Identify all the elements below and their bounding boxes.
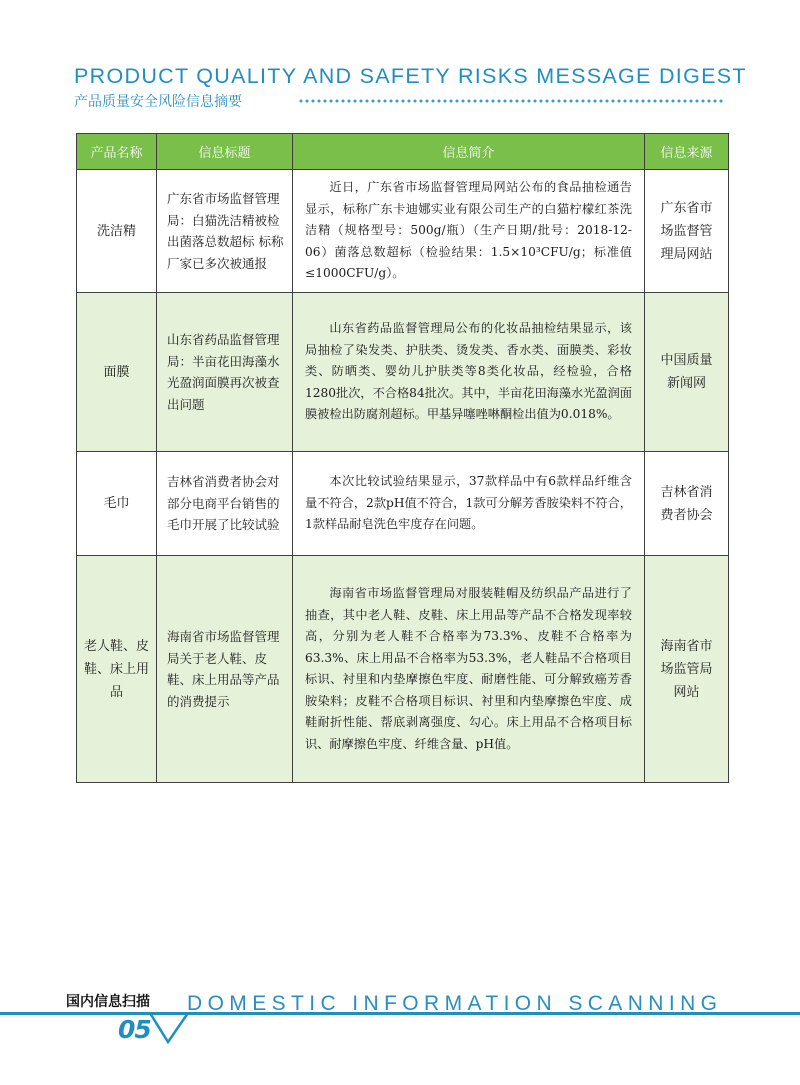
cell-product-name: 面膜 <box>77 293 157 452</box>
footer-section-en: DOMESTIC INFORMATION SCANNING <box>187 992 723 1015</box>
column-header-title: 信息标题 <box>157 134 293 170</box>
cell-info-title: 海南省市场监督管理局关于老人鞋、皮鞋、床上用品等产品的消费提示 <box>157 556 293 783</box>
header-title-cn: 产品质量安全风险信息摘要 <box>74 94 242 110</box>
table-row <box>77 556 729 783</box>
column-header-source: 信息来源 <box>645 134 729 170</box>
table-row <box>77 170 729 293</box>
footer-section-cn: 国内信息扫描 <box>66 994 150 1010</box>
cell-product-name: 洗洁精 <box>77 170 157 293</box>
table-header-row <box>77 134 729 170</box>
header-title-en: PRODUCT QUALITY AND SAFETY RISKS MESSAGE DIGEST <box>74 64 747 88</box>
cell-info-summary: 海南省市场监督管理局对服装鞋帽及纺织品产品进行了抽查，其中老人鞋、皮鞋、床上用品等产品不合格发现率较高，分别为老人鞋不合格率为73.3%、皮鞋不合格率为63.3%、床上用品不合格率为53.3%，老人鞋品不合格项目标识、衬里和内垫摩擦色牢度、耐磨性能、可分解致癌芳香胺染料；皮鞋不合格项目标识、衬里和内垫摩擦色牢度、成鞋耐折性能、帮底剥离强度、勾心。床上用品不合格项目标识、耐摩擦色牢度、纤维含量、pH值。 <box>293 556 645 783</box>
table-row <box>77 452 729 556</box>
cell-info-summary: 近日，广东省市场监督管理局网站公布的食品抽检通告显示，标称广东卡迪娜实业有限公司生产的白猫柠檬红茶洗洁精（规格型号：500g/瓶）（生产日期/批号：2018-12-06）菌落总数超标（检验结果：1.5×10³CFU/g；标准值≤1000CFU/g）。 <box>293 170 645 293</box>
column-header-summary: 信息简介 <box>293 134 645 170</box>
cell-info-title: 山东省药品监督管理局：半亩花田海藻水光盈润面膜再次被查出问题 <box>157 293 293 452</box>
header-dotted-divider <box>298 98 724 104</box>
cell-product-name: 毛巾 <box>77 452 157 556</box>
column-header-name: 产品名称 <box>77 134 157 170</box>
cell-info-title: 吉林省消费者协会对部分电商平台销售的毛巾开展了比较试验 <box>157 452 293 556</box>
info-table <box>76 133 729 783</box>
table-row <box>77 293 729 452</box>
cell-info-source: 海南省市场监管局网站 <box>645 556 729 783</box>
cell-info-summary: 山东省药品监督管理局公布的化妆品抽检结果显示，该局抽检了染发类、护肤类、烫发类、香水类、面膜类、彩妆类、防晒类、婴幼儿护肤类等8类化妆品，经检验，合格1280批次，不合格84批次。其中，半亩花田海藻水光盈润面膜被检出防腐剂超标。甲基异噻唑啉酮检出值为0.018%。 <box>293 293 645 452</box>
cell-product-name: 老人鞋、皮鞋、床上用品 <box>77 556 157 783</box>
cell-info-summary: 本次比较试验结果显示，37款样品中有6款样品纤维含量不符合，2款pH值不符合，1款可分解芳香胺染料不符合，1款样品耐皂洗色牢度存在问题。 <box>293 452 645 556</box>
footer-v-notch <box>150 1012 190 1044</box>
cell-info-source: 广东省市场监督管理局网站 <box>645 170 729 293</box>
page-number: 05 <box>118 1015 151 1044</box>
cell-info-title: 广东省市场监督管理局：白猫洗洁精被检出菌落总数超标 标称厂家已多次被通报 <box>157 170 293 293</box>
cell-info-source: 吉林省消费者协会 <box>645 452 729 556</box>
cell-info-source: 中国质量新闻网 <box>645 293 729 452</box>
